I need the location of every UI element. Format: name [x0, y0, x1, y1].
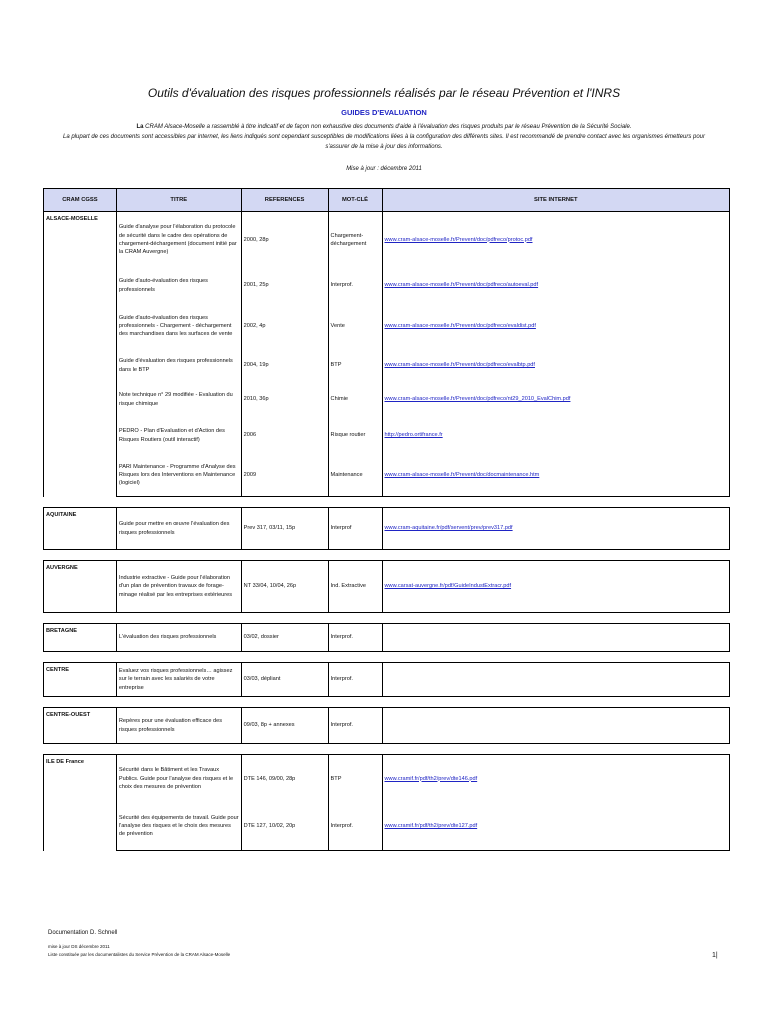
table-row — [44, 624, 730, 652]
column-header-mot-cle: MOT-CLÉ — [328, 189, 382, 212]
mot-cle-cell: BTP — [328, 755, 382, 803]
guides-table — [43, 188, 730, 851]
titre-cell: Sécurité des équipements de travail. Guide pour l'analyse des risques et le choix des mesures de prévention — [116, 803, 241, 851]
site-link[interactable]: http://pedro.ortifrance.fr — [382, 417, 730, 455]
reference-cell: 2010, 36p — [241, 383, 328, 417]
column-header-site-internet: SITE INTERNET — [382, 189, 730, 212]
intro-text — [58, 122, 710, 152]
table-row — [44, 561, 730, 613]
intro-line-1: CRAM Alsace-Moselle a rassemblé à titre indicatif et de façon non exhaustive des documents d'aide à l'évaluation des risques produits par le réseau Prévention de la Sécurité Sociale. — [143, 124, 632, 130]
spacer-cell — [44, 697, 730, 708]
page-number: 1| — [712, 952, 718, 959]
table-row — [44, 663, 730, 697]
table-row — [44, 508, 730, 550]
mot-cle-cell: Maintenance — [328, 455, 382, 497]
table-body — [44, 212, 730, 851]
reference-cell: 09/03, 8p + annexes — [241, 708, 328, 744]
table-row — [44, 455, 730, 497]
mot-cle-cell: BTP — [328, 349, 382, 383]
site-cell — [382, 663, 730, 697]
reference-cell: 03/02, dossier — [241, 624, 328, 652]
site-link[interactable]: www.cram-alsace-moselle.fr/Prevent/doc/pdfreco/nt29_2010_EvalChim.pdf — [382, 383, 730, 417]
table-row — [44, 212, 730, 268]
titre-cell: PARI Maintenance - Programme d'Analyse des Risques lors des Interventions en Maintenance (logiciel) — [116, 455, 241, 497]
group-spacer — [44, 497, 730, 508]
cram-cell: AUVERGNE — [44, 561, 117, 613]
mot-cle-cell: Interprof. — [328, 624, 382, 652]
group-spacer — [44, 613, 730, 624]
cram-cell: CENTRE-OUEST — [44, 708, 117, 744]
site-link[interactable]: www.cramif.fr/pdf/th2/prev/dte127.pdf — [382, 803, 730, 851]
titre-cell: L'évaluation des risques professionnels — [116, 624, 241, 652]
reference-cell: NT 33/04, 10/04, 26p — [241, 561, 328, 613]
spacer-cell — [44, 613, 730, 624]
site-link[interactable]: www.cram-alsace-moselle.fr/Prevent/doc/pdfreco/autoeval.pdf — [382, 268, 730, 304]
titre-cell: Sécurité dans le Bâtiment et les Travaux Publics. Guide pour l'analyse des risques et le choix des mesures de prévention — [116, 755, 241, 803]
table-row — [44, 755, 730, 803]
column-header-cram: CRAM CGSS — [44, 189, 117, 212]
reference-cell: 2002, 4p — [241, 304, 328, 349]
site-link[interactable]: www.carsat-auvergne.fr/pdf/GuideIndustExtracr.pdf — [382, 561, 730, 613]
section-subtitle: GUIDES D'EVALUATION — [341, 108, 427, 117]
reference-cell: 2000, 28p — [241, 212, 328, 268]
reference-cell: 03/03, dépliant — [241, 663, 328, 697]
titre-cell: Guide d'auto-évaluation des risques professionnels - Chargement - déchargement des marchandises dans les surfaces de vente — [116, 304, 241, 349]
footer-update: mise à jour DS décembre 2011 — [48, 944, 110, 949]
reference-cell: 2004, 19p — [241, 349, 328, 383]
titre-cell: Note technique n° 29 modifiée - Evaluation du risque chimique — [116, 383, 241, 417]
cram-cell: CENTRE — [44, 663, 117, 697]
column-header-titre: TITRE — [116, 189, 241, 212]
site-link[interactable]: www.cram-alsace-moselle.fr/Prevent/doc/docmaintenance.htm — [382, 455, 730, 497]
site-link[interactable]: www.cram-aquitaine.fr/pdf/servent/prev/prev317.pdf — [382, 508, 730, 550]
table-row — [44, 349, 730, 383]
intro-lead: La — [136, 124, 144, 130]
reference-cell: 2009 — [241, 455, 328, 497]
column-header-references: REFERENCES — [241, 189, 328, 212]
spacer-cell — [44, 744, 730, 755]
site-link[interactable]: www.cram-alsace-moselle.fr/Prevent/doc/pdfreco/evalbtp.pdf — [382, 349, 730, 383]
titre-cell: Guide d'analyse pour l'élaboration du protocole de sécurité dans le cadre des opérations de chargement-déchargement (document initié par la CRAM Auvergne) — [116, 212, 241, 268]
update-date: Mise à jour : décembre 2011 — [346, 166, 422, 172]
table-header-row — [44, 189, 730, 212]
table-row — [44, 383, 730, 417]
titre-cell: Guide pour mettre en œuvre l'évaluation des risques professionnels — [116, 508, 241, 550]
table-row — [44, 268, 730, 304]
reference-cell: Prev 317, 03/11, 15p — [241, 508, 328, 550]
mot-cle-cell: Chimie — [328, 383, 382, 417]
reference-cell: 2006 — [241, 417, 328, 455]
intro-line-2: La plupart de ces documents sont accessibles par internet, les liens indiqués sont cependant susceptibles de modifications liées à la configuration des différents sites. Il est recommandé de prendre contact avec les organismes émetteurs pour s'assurer de la mise à jour des informations. — [62, 134, 706, 150]
site-cell — [382, 624, 730, 652]
mot-cle-cell: Vente — [328, 304, 382, 349]
group-spacer — [44, 697, 730, 708]
titre-cell: Guide d'évaluation des risques professionnels dans le BTP — [116, 349, 241, 383]
site-link[interactable]: www.cram-alsace-moselle.fr/Prevent/doc/pdfreco/protoc.pdf — [382, 212, 730, 268]
mot-cle-cell: Risque routier — [328, 417, 382, 455]
mot-cle-cell: Ind. Extractive — [328, 561, 382, 613]
group-spacer — [44, 550, 730, 561]
footer-note: Liste constituée par les documentalistes du Service Prévention de la CRAM Alsace-Moselle — [48, 952, 231, 957]
mot-cle-cell: Interprof — [328, 508, 382, 550]
cram-cell: ALSACE-MOSELLE — [44, 212, 117, 497]
footer-author: Documentation D. Schnell — [48, 930, 118, 936]
mot-cle-cell: Chargement-déchargement — [328, 212, 382, 268]
table-row — [44, 304, 730, 349]
site-link[interactable]: www.cramif.fr/pdf/th2/prev/dte146.pdf — [382, 755, 730, 803]
spacer-cell — [44, 652, 730, 663]
site-cell — [382, 708, 730, 744]
titre-cell: PEDRO - Plan d'Evaluation et d'Action des Risques Routiers (outil interactif) — [116, 417, 241, 455]
mot-cle-cell: Interprof. — [328, 803, 382, 851]
cram-cell: ILE DE France — [44, 755, 117, 851]
group-spacer — [44, 652, 730, 663]
table-row — [44, 803, 730, 851]
spacer-cell — [44, 550, 730, 561]
titre-cell: Industrie extractive - Guide pour l'élaboration d'un plan de prévention travaux de forage-minage réalisé par les entreprises extérieures — [116, 561, 241, 613]
mot-cle-cell: Interprof. — [328, 708, 382, 744]
reference-cell: DTE 146, 09/00, 28p — [241, 755, 328, 803]
table-row — [44, 417, 730, 455]
cram-cell: BRETAGNE — [44, 624, 117, 652]
mot-cle-cell: Interprof. — [328, 268, 382, 304]
cram-cell: AQUITAINE — [44, 508, 117, 550]
mot-cle-cell: Interprof. — [328, 663, 382, 697]
group-spacer — [44, 744, 730, 755]
page-title: Outils d'évaluation des risques professionnels réalisés par le réseau Prévention et l'INRS — [147, 86, 621, 100]
titre-cell: Evaluez vos risques professionnels… agissez sur le terrain avec les salariés de votre entreprise — [116, 663, 241, 697]
titre-cell: Repères pour une évaluation efficace des risques professionnels — [116, 708, 241, 744]
reference-cell: 2001, 25p — [241, 268, 328, 304]
reference-cell: DTE 127, 10/02, 20p — [241, 803, 328, 851]
site-link[interactable]: www.cram-alsace-moselle.fr/Prevent/doc/pdfreco/evaldist.pdf — [382, 304, 730, 349]
titre-cell: Guide d'auto-évaluation des risques professionnels — [116, 268, 241, 304]
spacer-cell — [44, 497, 730, 508]
table-row — [44, 708, 730, 744]
